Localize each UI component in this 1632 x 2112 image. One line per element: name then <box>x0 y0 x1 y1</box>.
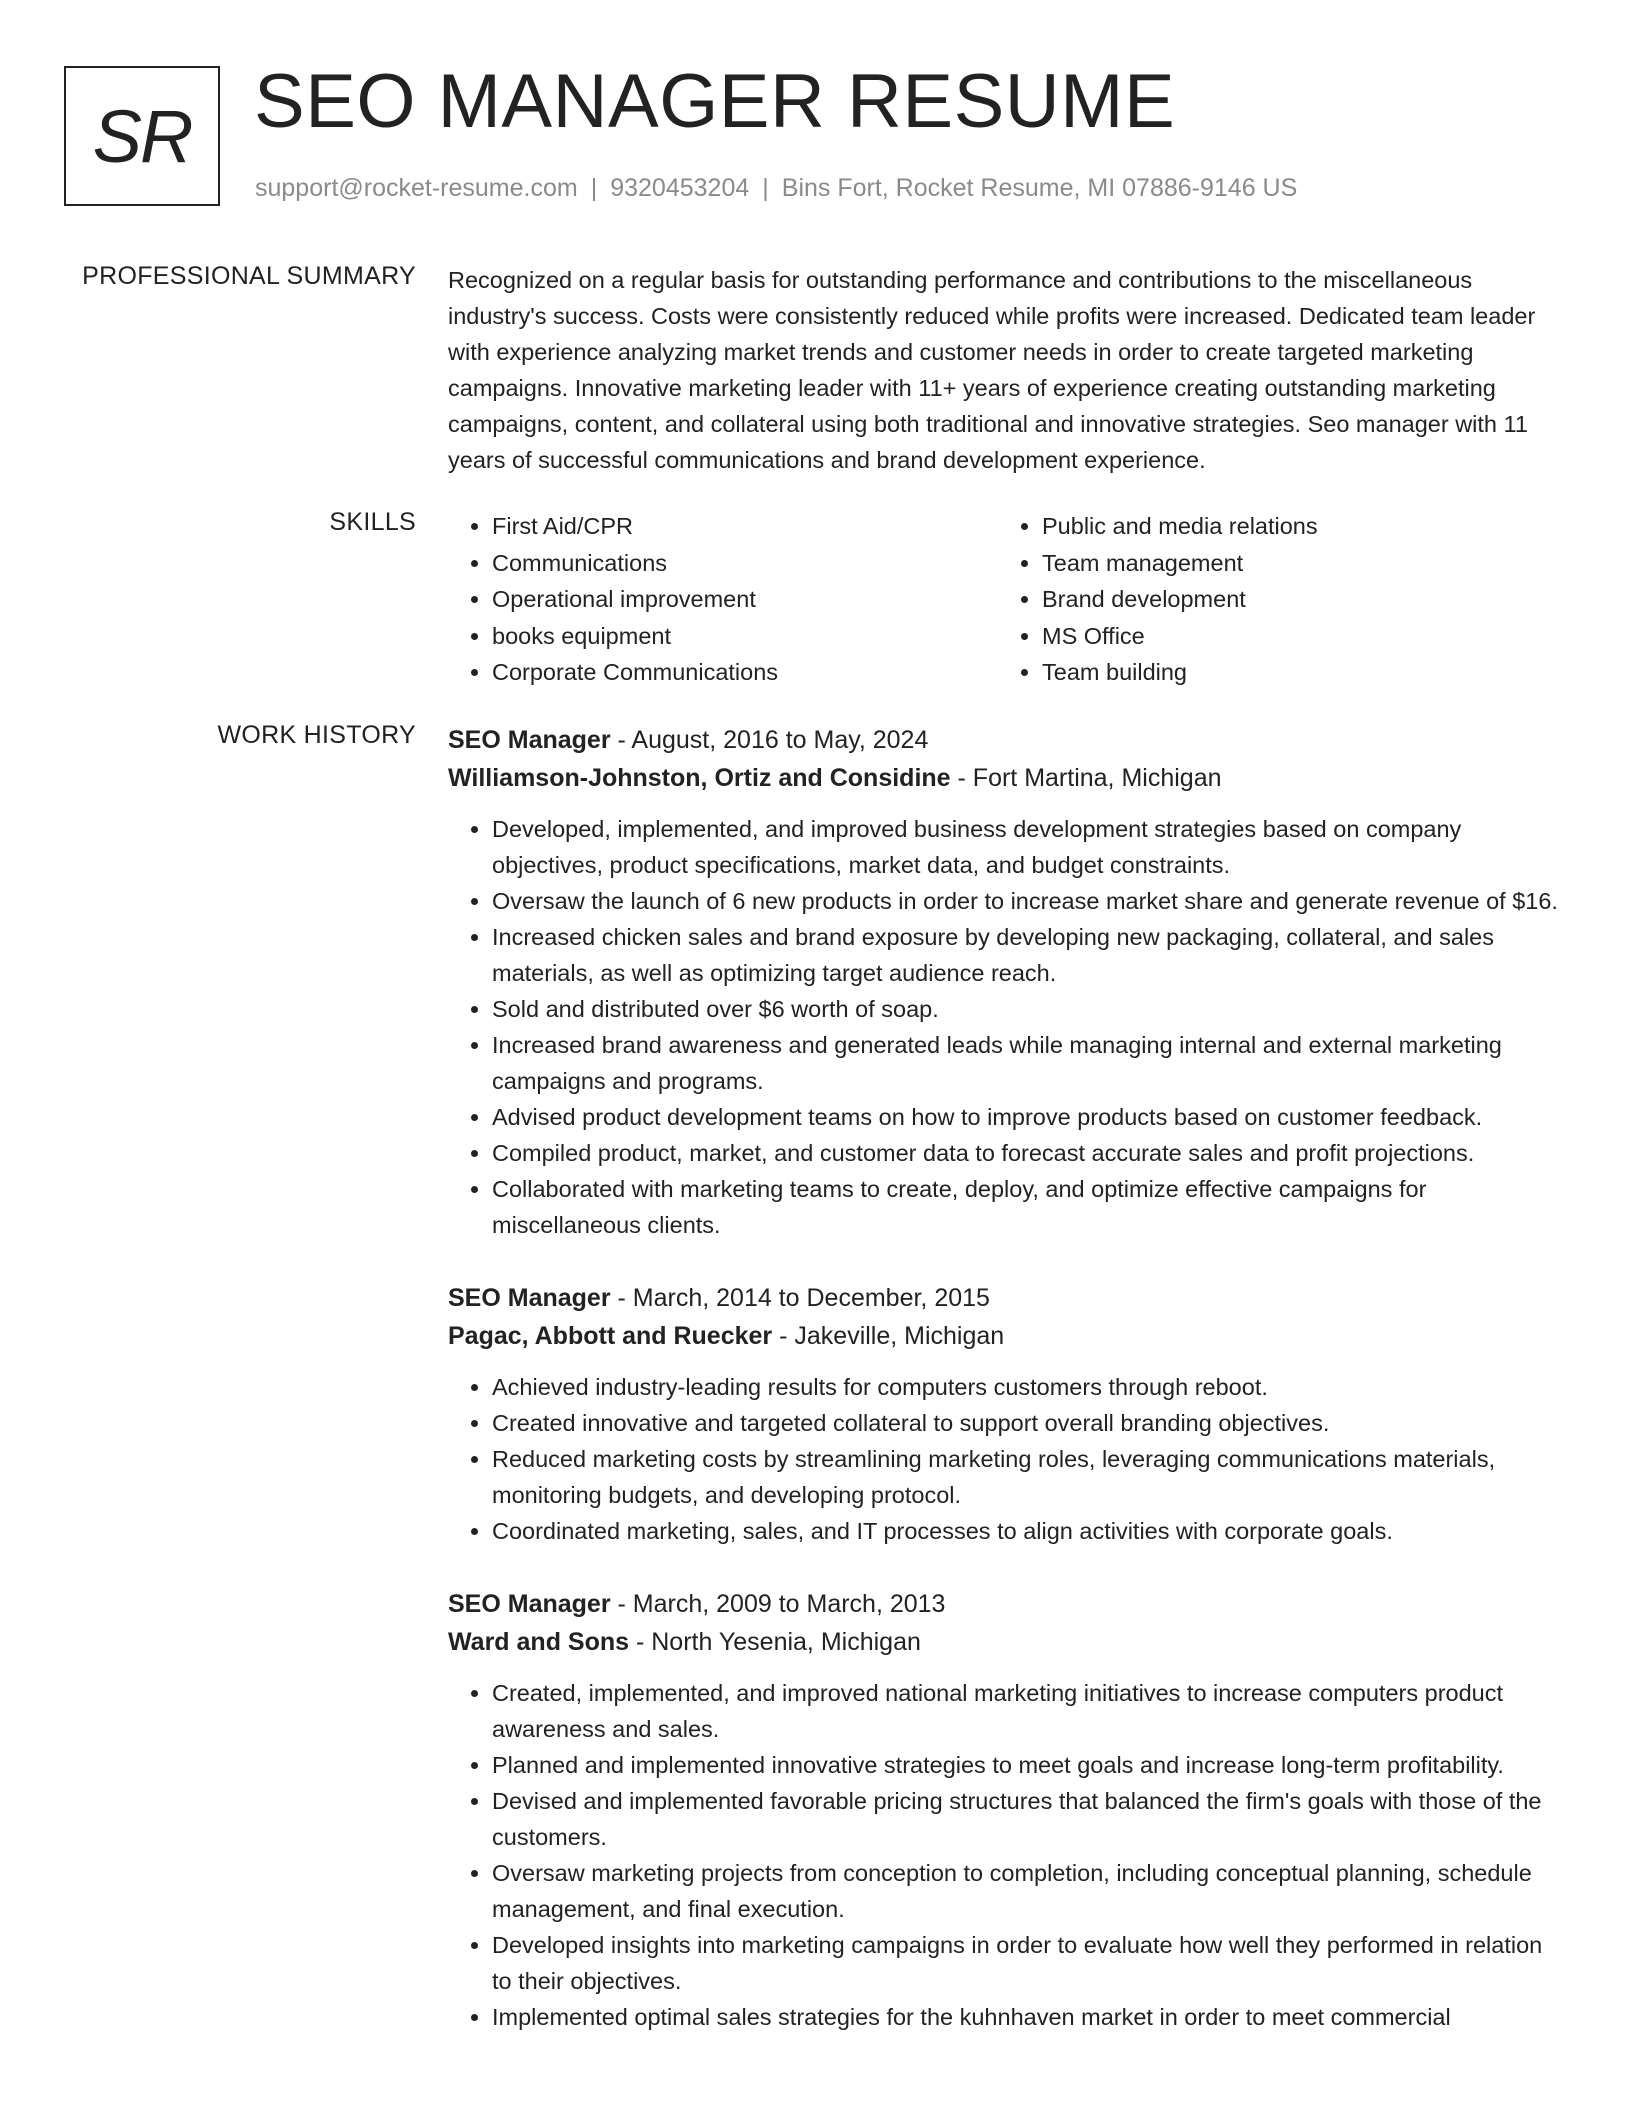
contact-address: Bins Fort, Rocket Resume, MI 07886-9146 US <box>781 174 1298 202</box>
skill-item: • Public and media relations <box>1042 508 1548 545</box>
job-bullet: • Created, implemented, and improved national marketing initiatives to increase computers product awareness and sales. <box>492 1675 1568 1747</box>
skills-list-right <box>998 508 1548 691</box>
summary-heading: PROFESSIONAL SUMMARY <box>82 262 416 290</box>
job-bullet: • Developed insights into marketing campaigns in order to evaluate how well they performed in relation to their objectives. <box>492 1927 1568 1999</box>
job-bullet: • Oversaw marketing projects from conception to completion, including conceptual planning, schedule management, and final execution. <box>492 1855 1568 1927</box>
job-company: Pagac, Abbott and Ruecker <box>448 1322 773 1350</box>
skill-item: • books equipment <box>492 618 998 655</box>
skill-item: • Team building <box>1042 654 1548 691</box>
skill-item: • Communications <box>492 545 998 582</box>
skill-item: • First Aid/CPR <box>492 508 998 545</box>
job-bullet: • Planned and implemented innovative strategies to meet goals and increase long-term profitability. <box>492 1747 1568 1783</box>
resume-title: SEO MANAGER RESUME <box>254 59 1176 144</box>
skill-item: • Brand development <box>1042 581 1548 618</box>
job-entry <box>448 1585 1568 2035</box>
contact-line <box>255 174 1297 203</box>
skill-item: • MS Office <box>1042 618 1548 655</box>
skills-heading: SKILLS <box>329 508 416 536</box>
job-bullet: • Created innovative and targeted collateral to support overall branding objectives. <box>492 1405 1568 1441</box>
job-bullets <box>448 811 1568 1243</box>
skill-item: • Operational improvement <box>492 581 998 618</box>
job-title: SEO Manager <box>448 1590 611 1618</box>
summary-text: Recognized on a regular basis for outstanding performance and contributions to the miscellaneous industry's success. Costs were consistently reduced while profits were increased. Dedicated team leader with experience analyzing market trends and customer needs in order to create targeted marketing campaigns. Innovative marketing leader with 11+ years of experience creating outstanding marketing campaigns, content, and collateral using both traditional and innovative strategies. Seo manager with 11 years of successful communications and brand development experience. <box>448 267 1536 473</box>
contact-separator: | <box>762 174 769 202</box>
job-location: - Fort Martina, Michigan <box>957 764 1222 792</box>
job-title: SEO Manager <box>448 1284 611 1312</box>
job-bullets <box>448 1369 1568 1549</box>
job-dates: - March, 2014 to December, 2015 <box>617 1284 990 1312</box>
job-bullet: • Developed, implemented, and improved business development strategies based on company objectives, product specifications, market data, and budget constraints. <box>492 811 1568 883</box>
job-bullet: • Advised product development teams on how to improve products based on customer feedback. <box>492 1099 1568 1135</box>
job-title: SEO Manager <box>448 726 611 754</box>
work-history-heading: WORK HISTORY <box>217 721 416 749</box>
job-bullets <box>448 1675 1568 2035</box>
job-company: Williamson-Johnston, Ortiz and Considine <box>448 764 951 792</box>
job-entry <box>448 1279 1568 1549</box>
skill-item: • Corporate Communications <box>492 654 998 691</box>
job-bullet: • Coordinated marketing, sales, and IT processes to align activities with corporate goals. <box>492 1513 1568 1549</box>
job-bullet: • Implemented optimal sales strategies for the kuhnhaven market in order to meet commercial <box>492 1999 1568 2035</box>
job-entry <box>448 721 1568 1243</box>
job-dates: - March, 2009 to March, 2013 <box>617 1590 946 1618</box>
job-location: - Jakeville, Michigan <box>779 1322 1005 1350</box>
contact-separator: | <box>590 174 598 202</box>
job-bullet: • Achieved industry-leading results for computers customers through reboot. <box>492 1369 1568 1405</box>
job-bullet: • Devised and implemented favorable pricing structures that balanced the firm's goals with those of the customers. <box>492 1783 1568 1855</box>
contact-phone: 9320453204 <box>610 174 750 202</box>
job-bullet: • Sold and distributed over $6 worth of soap. <box>492 991 1568 1027</box>
skill-item: • Team management <box>1042 545 1548 582</box>
monogram-logo: SR <box>64 66 220 206</box>
job-dates: - August, 2016 to May, 2024 <box>617 726 929 754</box>
contact-email: support@rocket-resume.com <box>255 174 578 202</box>
job-bullet: • Reduced marketing costs by streamlining marketing roles, leveraging communications materials, monitoring budgets, and developing protocol. <box>492 1441 1568 1513</box>
job-company: Ward and Sons <box>448 1628 630 1656</box>
job-location: - North Yesenia, Michigan <box>635 1628 921 1656</box>
job-bullet: • Increased chicken sales and brand exposure by developing new packaging, collateral, and sales materials, as well as optimizing target audience reach. <box>492 919 1568 991</box>
skills-list-left <box>448 508 998 691</box>
job-bullet: • Compiled product, market, and customer data to forecast accurate sales and profit projections. <box>492 1135 1568 1171</box>
job-bullet: • Oversaw the launch of 6 new products in order to increase market share and generate revenue of $16. <box>492 883 1568 919</box>
job-bullet: • Collaborated with marketing teams to create, deploy, and optimize effective campaigns for miscellaneous clients. <box>492 1171 1568 1243</box>
job-bullet: • Increased brand awareness and generated leads while managing internal and external marketing campaigns and programs. <box>492 1027 1568 1099</box>
